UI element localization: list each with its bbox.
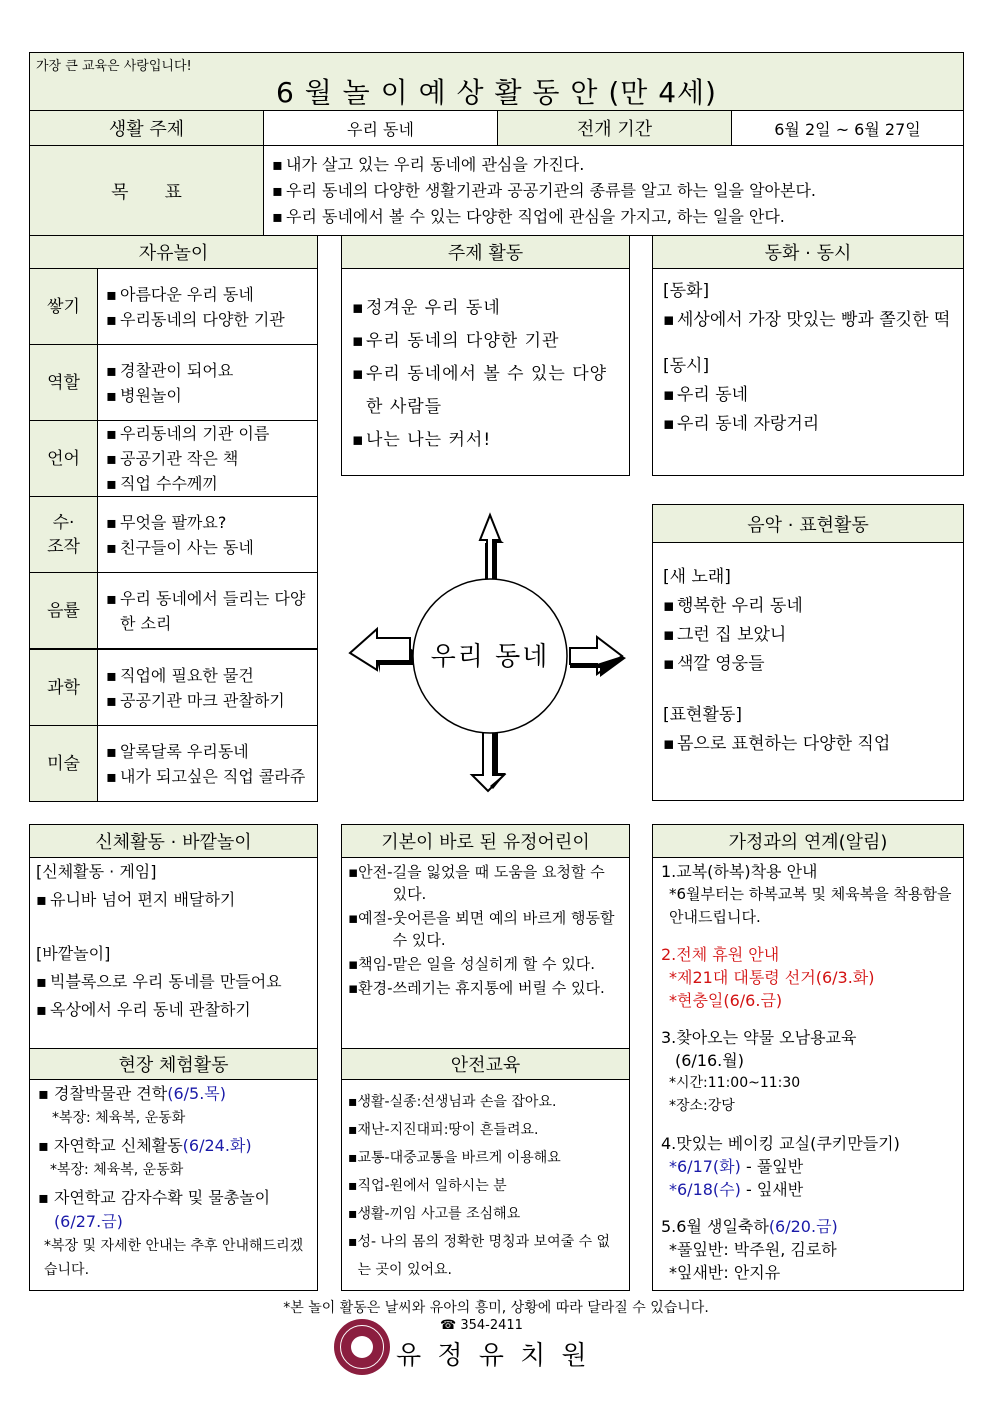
free-play-area-label: 쌓기 bbox=[30, 269, 98, 344]
story-poem-title: 동화 · 동시 bbox=[653, 236, 963, 269]
free-play-area-label: 미술 bbox=[30, 726, 98, 801]
story-item: ▪ 세상에서 가장 맛있는 빵과 쫄깃한 떡 bbox=[663, 306, 953, 335]
free-play-row bbox=[29, 649, 318, 726]
outdoor-label: [바깥놀이] bbox=[36, 944, 111, 963]
notice-1-title: 1.교복(하복)착용 안내 bbox=[661, 862, 818, 881]
goal-item: ▪ 우리 동네에서 볼 수 있는 다양한 직업에 관심을 가지고, 하는 일을 안다. bbox=[272, 204, 816, 230]
manners-title: 기본이 바로 된 유정어린이 bbox=[342, 825, 629, 858]
song-item: ▪ 행복한 우리 동네 bbox=[663, 592, 953, 621]
topic-activity-list bbox=[342, 269, 629, 457]
manner-text: 맡은 일을 성실히게 할 수 있다. bbox=[392, 955, 596, 973]
goal-item: ▪ 내가 살고 있는 우리 동네에 관심을 가진다. bbox=[272, 152, 816, 178]
topic-activity-section bbox=[341, 235, 630, 476]
notice-4-date2: *6/18(수) bbox=[669, 1180, 741, 1199]
manner-key: 예절- bbox=[358, 909, 393, 927]
family-section bbox=[652, 824, 964, 1291]
free-play-area-list bbox=[98, 497, 317, 572]
free-play-item: ▪ 알록달록 우리동네 bbox=[106, 739, 313, 764]
free-play-title: 자유놀이 bbox=[30, 236, 317, 269]
poem-item: ▪ 우리 동네 자랑거리 bbox=[663, 410, 953, 439]
song-item: ▪ 색깔 영웅들 bbox=[663, 650, 953, 679]
outdoor-item: ▪ 빅블록으로 우리 동네를 만들어요 bbox=[36, 968, 311, 996]
field-trip-section bbox=[29, 1048, 318, 1291]
free-play-item: ▪ 경찰관이 되어요 bbox=[106, 358, 313, 383]
trip-2-note: *복장: 체육복, 운동화 bbox=[50, 1162, 184, 1178]
physical-title: 신체활동 · 바깥놀이 bbox=[30, 825, 317, 858]
free-play-item: ▪ 병원놀이 bbox=[106, 383, 313, 408]
game-item: ▪ 유니바 넘어 편지 배달하기 bbox=[36, 886, 311, 914]
trip-2-date: (6/24.화) bbox=[182, 1136, 252, 1155]
center-label: 우리 동네 bbox=[430, 642, 550, 672]
notice-4-title: 4.맛있는 베이킹 교실(쿠키만들기) bbox=[661, 1134, 900, 1153]
trip-3-note: *복장 및 자세한 안내는 추후 안내해드리겠습니다. bbox=[44, 1238, 304, 1278]
theme-row bbox=[29, 110, 964, 146]
outdoor-list bbox=[36, 968, 311, 1024]
free-play-item: ▪ 친구들이 사는 동네 bbox=[106, 535, 313, 560]
notice-3-time: *시간:11:00~11:30 bbox=[669, 1075, 801, 1091]
safety-title: 안전교육 bbox=[342, 1049, 629, 1080]
safety-item: ▪ 성- 나의 몸의 정확한 명칭과 보여줄 수 없는 곳이 있어요. bbox=[348, 1234, 611, 1278]
trip-1-title: 경찰박물관 견학 bbox=[53, 1084, 168, 1103]
expr-list bbox=[663, 730, 953, 759]
free-play-row bbox=[29, 496, 318, 573]
free-play-item: ▪ 우리동네의 기관 이름 bbox=[106, 421, 313, 446]
song-list bbox=[663, 592, 953, 679]
trip-2: ▪ 자연학교 신체활동(6/24.화) bbox=[38, 1136, 252, 1155]
manner-key: 환경- bbox=[358, 979, 393, 997]
topic-item: ▪ 우리 동네에서 볼 수 있는 다양한 사람들 bbox=[352, 358, 621, 424]
poem-list bbox=[663, 381, 953, 439]
school-logo bbox=[334, 1319, 390, 1375]
goals-label: 목 표 bbox=[30, 146, 264, 235]
trip-1-note: *복장: 체육복, 운동화 bbox=[52, 1110, 186, 1126]
game-label: [신체활동 · 게임] bbox=[36, 862, 157, 881]
safety-item: ▪생활-실종:선생님과 손을 잡아요. bbox=[348, 1094, 557, 1110]
page-title: 6 월 놀 이 예 상 활 동 안 (만 4세) bbox=[276, 76, 717, 109]
school-name: 유 정 유 치 원 bbox=[396, 1341, 591, 1371]
free-play-row bbox=[29, 572, 318, 649]
free-play-item: ▪ 아름다운 우리 동네 bbox=[106, 282, 313, 307]
center-diagram bbox=[340, 505, 640, 795]
song-item: ▪ 그런 집 보았니 bbox=[663, 621, 953, 650]
topic-item: ▪ 나는 나는 커서! bbox=[352, 424, 621, 457]
free-play-item: ▪ 내가 되고싶은 직업 콜라쥬 bbox=[106, 764, 313, 789]
arrow-down-icon bbox=[472, 730, 506, 791]
physical-section bbox=[29, 824, 318, 1049]
free-play-area-list bbox=[98, 650, 317, 725]
free-play-row bbox=[29, 420, 318, 497]
trip-3: ▪ 자연학교 감자수확 및 물총놀이(6/27.금) bbox=[38, 1188, 271, 1231]
notice-2-line1: *제21대 대통령 선거(6/3.화) bbox=[669, 968, 875, 987]
notice-2-line2: *현충일(6/6.금) bbox=[669, 991, 783, 1010]
trip-3-title: 자연학교 감자수확 및 물총놀이 bbox=[53, 1188, 271, 1207]
expr-item: ▪ 몸으로 표현하는 다양한 직업 bbox=[663, 730, 953, 759]
music-title: 음악 · 표현활동 bbox=[653, 505, 963, 543]
free-play-item: ▪ 공공기관 작은 책 bbox=[106, 446, 313, 471]
notice-5-line1: *풀잎반: 박주원, 김로하 bbox=[669, 1240, 837, 1259]
free-play-area-list bbox=[98, 573, 317, 648]
notice-3-place: *장소:강당 bbox=[669, 1098, 735, 1114]
manner-text: 쓰레기는 휴지통에 버릴 수 있다. bbox=[392, 979, 605, 997]
family-title: 가정과의 연계(알림) bbox=[653, 825, 963, 858]
poem-item: ▪ 우리 동네 bbox=[663, 381, 953, 410]
free-play-area-list bbox=[98, 269, 317, 344]
free-play-item: ▪ 직업에 필요한 물건 bbox=[106, 663, 313, 688]
notice-2-title: 2.전체 휴원 안내 bbox=[661, 945, 780, 964]
notice-4-date1: *6/17(화) bbox=[669, 1157, 741, 1176]
manner-item: ▪ 책임- 맡은 일을 성실히게 할 수 있다. bbox=[348, 955, 596, 973]
free-play-area-label: 언어 bbox=[30, 421, 98, 496]
free-play-item: ▪ 무엇을 팔까요? bbox=[106, 510, 313, 535]
goals-list bbox=[264, 146, 824, 235]
free-play-row bbox=[29, 268, 318, 345]
trip-1-date: (6/5.목) bbox=[167, 1084, 226, 1103]
notice-4-line1 bbox=[661, 1155, 955, 1178]
manners-section bbox=[341, 824, 630, 1049]
period-value: 6월 2일 ~ 6월 27일 bbox=[774, 119, 921, 139]
free-play-item: ▪ 우리동네의 다양한 기관 bbox=[106, 307, 313, 332]
notice-3-date: (6/16.월) bbox=[675, 1051, 744, 1070]
notice-4-line2 bbox=[661, 1178, 955, 1201]
manner-text: 길을 잃었을 때 도움을 요청할 수 있다. bbox=[392, 863, 605, 903]
notice-4-class1: - 풀잎반 bbox=[740, 1157, 804, 1176]
manner-text: 웃어른을 뵈면 예의 바르게 행동할 수 있다. bbox=[392, 909, 615, 949]
free-play-area-label: 수· 조작 bbox=[30, 497, 98, 572]
manner-key: 안전- bbox=[358, 863, 393, 881]
field-trip-title: 현장 체험활동 bbox=[30, 1049, 317, 1080]
header-box bbox=[29, 52, 964, 111]
free-play-area-list bbox=[98, 726, 317, 801]
song-label: [새 노래] bbox=[663, 567, 731, 587]
manner-key: 책임- bbox=[358, 955, 393, 973]
manners-list bbox=[342, 858, 629, 999]
notice-3-title: 3.찾아오는 약물 오남용교육 bbox=[661, 1028, 857, 1047]
notice-5-line2: *잎새반: 안지유 bbox=[669, 1263, 781, 1282]
story-list bbox=[663, 306, 953, 335]
outdoor-item: ▪ 옥상에서 우리 동네 관찰하기 bbox=[36, 996, 311, 1024]
free-play-area-label: 과학 bbox=[30, 650, 98, 725]
trip-3-date: (6/27.금) bbox=[53, 1212, 123, 1231]
slogan: 가장 큰 교육은 사랑입니다! bbox=[36, 59, 192, 74]
goals-row bbox=[29, 145, 964, 236]
music-section bbox=[652, 504, 964, 801]
safety-item: ▪생활-끼임 사고를 조심해요 bbox=[348, 1206, 521, 1222]
free-play-area-list bbox=[98, 345, 317, 420]
trip-2-title: 자연학교 신체활동 bbox=[53, 1136, 183, 1155]
footer-phone bbox=[440, 1318, 523, 1333]
topic-activity-title: 주제 활동 bbox=[342, 236, 629, 269]
manner-item: ▪ 환경- 쓰레기는 휴지통에 버릴 수 있다. bbox=[348, 979, 605, 997]
free-play-item: ▪ 우리 동네에서 들리는 다양한 소리 bbox=[106, 586, 313, 636]
free-play-item: ▪ 공공기관 마크 관찰하기 bbox=[106, 688, 313, 713]
free-play-area-label: 역할 bbox=[30, 345, 98, 420]
safety-section bbox=[341, 1048, 630, 1291]
phone-icon: ☎ bbox=[440, 1318, 457, 1333]
phone-number: 354-2411 bbox=[460, 1318, 523, 1333]
free-play-area-label: 음률 bbox=[30, 573, 98, 648]
story-label: [동화] bbox=[663, 281, 710, 301]
topic-item: ▪ 우리 동네의 다양한 기관 bbox=[352, 325, 621, 358]
game-list bbox=[36, 886, 311, 914]
notice-5-title-line bbox=[661, 1215, 955, 1238]
theme-label: 생활 주제 bbox=[30, 111, 264, 145]
arrow-left-icon bbox=[350, 629, 414, 673]
manner-item: ▪ 예절- 웃어른을 뵈면 예의 바르게 행동할 수 있다. bbox=[348, 907, 623, 951]
free-play-row bbox=[29, 344, 318, 421]
trip-1: ▪ 경찰박물관 견학(6/5.목) bbox=[38, 1084, 226, 1103]
safety-item: ▪직업-원에서 일하시는 분 bbox=[348, 1178, 507, 1194]
period-label: 전개 기간 bbox=[498, 111, 732, 145]
free-play-row bbox=[29, 725, 318, 802]
notice-1-text: *6월부터는 하복교복 및 체육복을 착용함을 안내드립니다. bbox=[669, 885, 952, 926]
notice-5-title: 5.6월 생일축하 bbox=[661, 1217, 769, 1236]
free-play-item: ▪ 직업 수수께끼 bbox=[106, 471, 313, 496]
arrow-right-icon bbox=[570, 637, 626, 677]
expr-label: [표현활동] bbox=[663, 705, 742, 725]
theme-value: 우리 동네 bbox=[264, 111, 498, 145]
free-play-area-list bbox=[98, 421, 317, 496]
story-poem-section bbox=[652, 235, 964, 476]
safety-list bbox=[342, 1080, 629, 1284]
notice-5-date: (6/20.금) bbox=[768, 1217, 838, 1236]
topic-item: ▪ 정겨운 우리 동네 bbox=[352, 292, 621, 325]
safety-item: ▪교통-대중교통을 바르게 이용해요 bbox=[348, 1150, 561, 1166]
poem-label: [동시] bbox=[663, 356, 710, 376]
manner-item: ▪ 안전- 길을 잃었을 때 도움을 요청할 수 있다. bbox=[348, 861, 623, 905]
safety-item: ▪재난-지진대피:땅이 흔들려요. bbox=[348, 1122, 539, 1138]
goal-item: ▪ 우리 동네의 다양한 생활기관과 공공기관의 종류를 알고 하는 일을 알아본다. bbox=[272, 178, 816, 204]
footer-note: *본 놀이 활동은 날씨와 유아의 흥미, 상황에 따라 달라질 수 있습니다. bbox=[283, 1300, 709, 1316]
notice-4-class2: - 잎새반 bbox=[740, 1180, 804, 1199]
